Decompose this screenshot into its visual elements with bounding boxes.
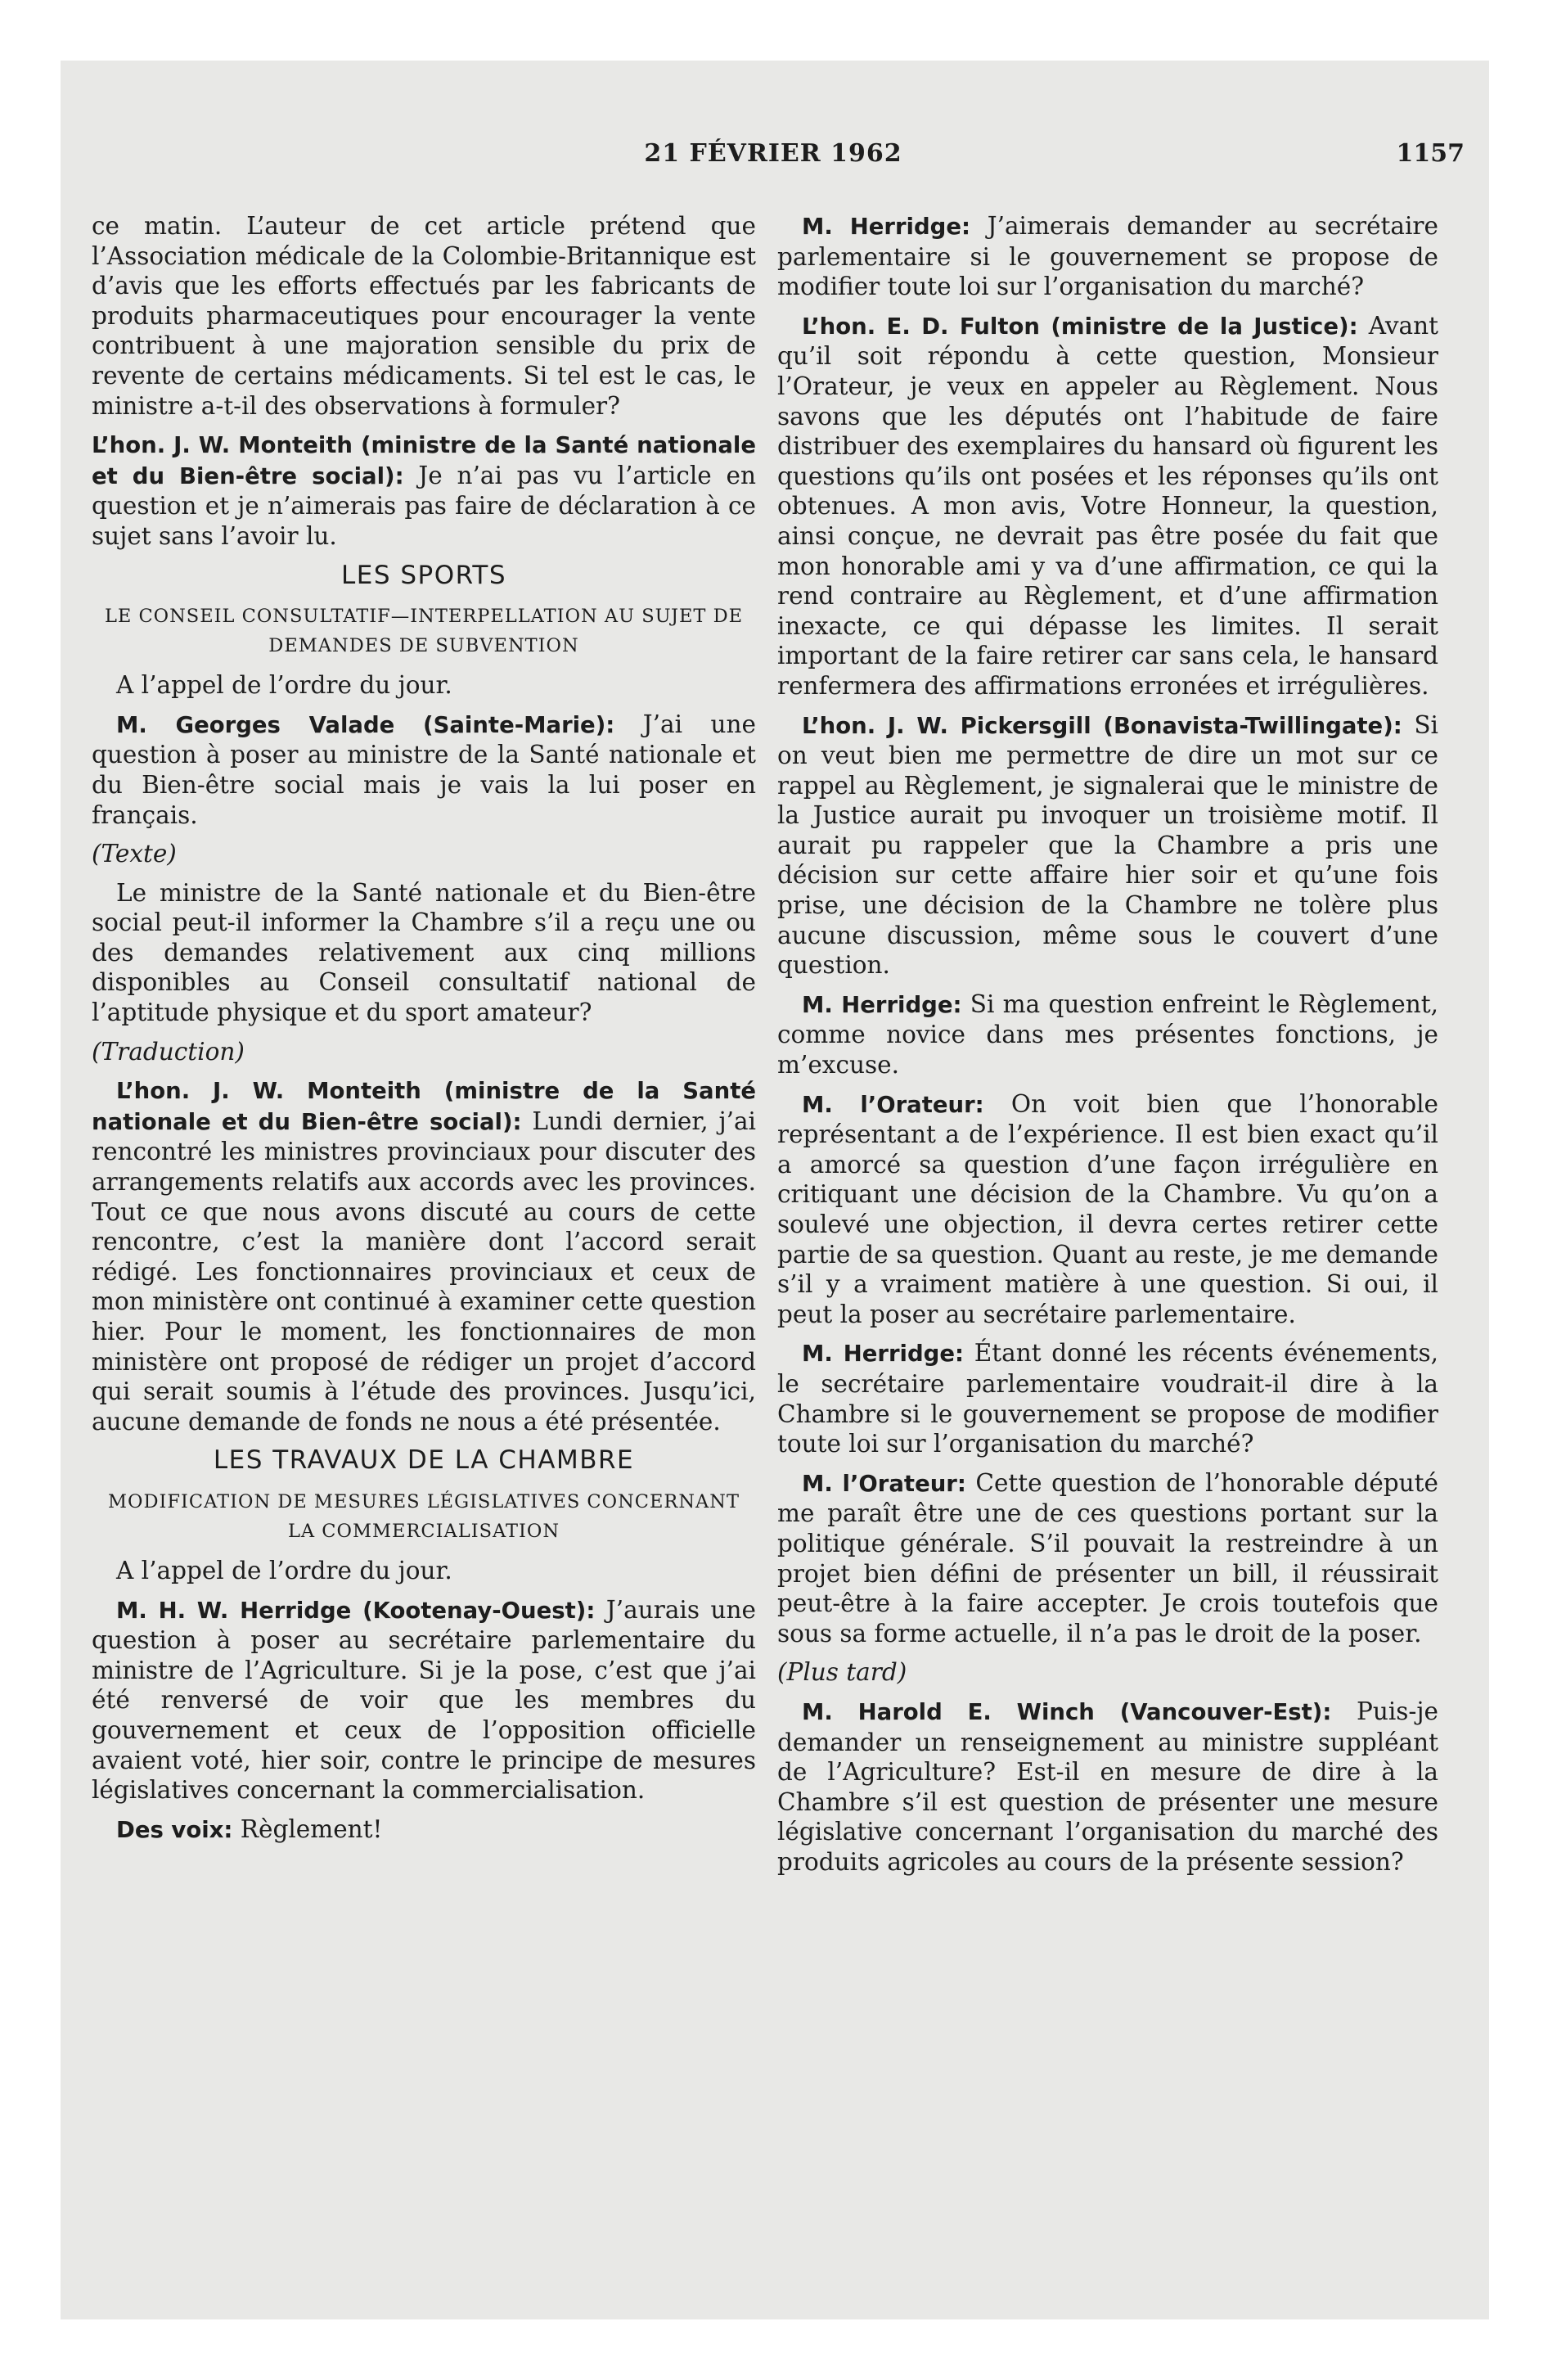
speaker-name: L’hon. J. W. Monteith (ministre de la Santé nationale et du Bien-être social):	[92, 1078, 756, 1135]
speech-text: Lundi dernier, j’ai rencontré les ministres provinciaux pour discuter des arrangements relatifs aux accords avec les provinces. Tout ce que nous avons discuté au cours de cette rencontre, c’est la manière dont l’accord serait rédigé. Les fonctionnaires provinciaux et ceux de mon ministère ont continué à examiner cette question hier. Pour le moment, les fonctionnaires de mon ministère ont proposé de rédiger un projet d’accord qui serait soumis à l’étude des provinces. Jusqu’ici, aucune demande de fonds ne nous a été présentée.	[92, 1107, 756, 1436]
paragraph	[777, 1338, 1438, 1458]
paragraph	[92, 1814, 756, 1846]
paragraph	[92, 1595, 756, 1805]
speech-text: Cette question de l’honorable député me paraît être une de ces questions portant sur la politique générale. S’il pouvait la restreindre à un projet bien défini de présenter un bill, il réussirait peut-être à la faire accepter. Je crois toutefois que sous sa forme actuelle, il n’a pas le droit de la poser.	[777, 1468, 1438, 1648]
right-column	[777, 211, 1438, 1886]
paragraph	[777, 989, 1438, 1080]
speech-text: Si ma question enfreint le Règlement, comme novice dans mes présentes fonctions, je m’excuse.	[777, 989, 1438, 1080]
speech-text: Puis-je demander un renseignement au ministre suppléant de l’Agriculture? Est-il en mesure de dire à la Chambre s’il est question de présenter une mesure législative concernant l’organisation du marché des produits agricoles au cours de la présente session?	[777, 1697, 1438, 1876]
speaker-name: Des voix:	[116, 1816, 233, 1843]
paragraph: A l’appel de l’ordre du jour.	[116, 1556, 452, 1584]
paragraph	[777, 1468, 1438, 1649]
running-header	[82, 139, 1465, 180]
speaker-name: M. Herridge:	[802, 214, 970, 240]
section-subheading: MODIFICATION DE MESURES LÉGISLATIVES CONCERNANT LA COMMERCIALISATION	[107, 1490, 740, 1542]
paragraph	[92, 1075, 756, 1436]
speech-text: Je n’ai pas vu l’article en question et je n’aimerais pas faire de déclaration à ce sujet sans l’avoir lu.	[92, 461, 756, 550]
paragraph: ce matin. L’auteur de cet article prétend que l’Association médicale de la Colombie-Britannique est d’avis que les efforts effectués par les fabricants de produits pharmaceutiques pour encourager la vente contribuent à une majoration sensible du prix de revente de certains médicaments. Si tel est le cas, le ministre a-t-il des observations à formuler?	[92, 212, 756, 420]
speech-text: Avant qu’il soit répondu à cette question, Monsieur l’Orateur, je veux en appeler au Règlement. Nous savons que les députés ont l’habitude de faire distribuer des exemplaires du hansard où figurent les questions qu’ils ont posées et les réponses qu’ils ont obtenues. A mon avis, Votre Honneur, la question, ainsi conçue, ne devrait pas être posée du fait que mon honorable ami y va d’une affirmation, ce qui la rend contraire au Règlement, et d’une affirmation inexacte, ce qui dépasse les limites. Il serait important de la faire retirer car sans cela, le hansard renfermera des affirmations erronées et irrégulières.	[777, 311, 1438, 700]
speech-text: Règlement!	[232, 1814, 383, 1843]
paragraph	[777, 1697, 1438, 1877]
speaker-name: M. Herridge:	[802, 991, 962, 1018]
paragraph	[92, 710, 756, 830]
language-label: (Texte)	[92, 840, 177, 868]
speaker-name: M. Herridge:	[802, 1341, 964, 1368]
speech-text: Si on veut bien me permettre de dire un mot sur ce rappel au Règlement, je signalerai que le ministre de la Justice aurait pu invoquer un troisième motif. Il aurait pu rappeler que la Chambre a pris une décision sur cette affaire hier soir et qu’une fois prise, une décision de la Chambre ne tolère plus aucune discussion, même sous le couvert d’une question.	[777, 710, 1438, 980]
section-heading: LES SPORTS	[340, 560, 507, 590]
speaker-name: L’hon. J. W. Pickersgill (Bonavista-Twillingate):	[802, 712, 1402, 739]
paragraph	[777, 211, 1438, 302]
speaker-name: M. Georges Valade (Sainte-Marie):	[116, 711, 615, 738]
paragraph	[777, 1089, 1438, 1330]
speech-text: J’aimerais demander au secrétaire parlementaire si le gouvernement se propose de modifier toute loi sur l’organisation du marché?	[777, 212, 1438, 301]
paragraph	[777, 311, 1438, 701]
header-date: 21 FÉVRIER 1962	[644, 139, 902, 168]
time-label: (Plus tard)	[777, 1658, 907, 1687]
speech-text: Étant donné les récents événements, le secrétaire parlementaire voudrait-il dire à la Chambre si le gouvernement se propose de modifier toute loi sur l’organisation du marché?	[777, 1339, 1438, 1458]
language-label: (Traduction)	[92, 1037, 245, 1066]
section-heading: LES TRAVAUX DE LA CHAMBRE	[213, 1445, 635, 1476]
speech-text: On voit bien que l’honorable représentant a de l’expérience. Il est bien exact qu’il a amorcé sa question d’une façon irrégulière en critiquant une décision de la Chambre. Vu qu’on a soulevé une objection, il devra certes retirer cette partie de sa question. Quant au reste, je me demande s’il y a vraiment matière à une question. Si oui, il peut la poser au secrétaire parlementaire.	[777, 1089, 1438, 1328]
speaker-name: M. l’Orateur:	[802, 1470, 966, 1497]
left-column	[92, 211, 756, 1854]
page-number: 1157	[1396, 139, 1465, 168]
section-subheading: LE CONSEIL CONSULTATIF—INTERPELLATION AU SUJET DE DEMANDES DE SUBVENTION	[104, 606, 744, 657]
speaker-name: M. l’Orateur:	[802, 1091, 984, 1118]
paragraph: A l’appel de l’ordre du jour.	[116, 671, 452, 700]
speaker-name: M. H. W. Herridge (Kootenay-Ouest):	[116, 1597, 596, 1624]
paragraph	[92, 430, 756, 551]
paragraph: Le ministre de la Santé nationale et du Bien-être social peut-il informer la Chambre s’il a reçu une ou des demandes relativement aux cinq millions disponibles au Conseil consultatif national de l’aptitude physique et du sport amateur?	[92, 878, 756, 1027]
speech-text: J’aurais une question à poser au secrétaire parlementaire du ministre de l’Agriculture. Si je la pose, c’est que j’ai été renversé de voir que les membres du gouvernement et ceux de l’opposition officielle avaient voté, hier soir, contre le principe de mesures législatives concernant la commercialisation.	[92, 1595, 757, 1805]
speech-text: J’ai une question à poser au ministre de la Santé nationale et du Bien-être social mais je vais la lui poser en français.	[92, 710, 756, 829]
speaker-name: L’hon. E. D. Fulton (ministre de la Justice):	[802, 313, 1358, 340]
speaker-name: M. Harold E. Winch (Vancouver-Est):	[802, 1698, 1332, 1725]
speaker-name: L’hon. J. W. Monteith (ministre de la Santé nationale et du Bien-être social):	[92, 432, 756, 489]
paragraph	[777, 710, 1438, 980]
